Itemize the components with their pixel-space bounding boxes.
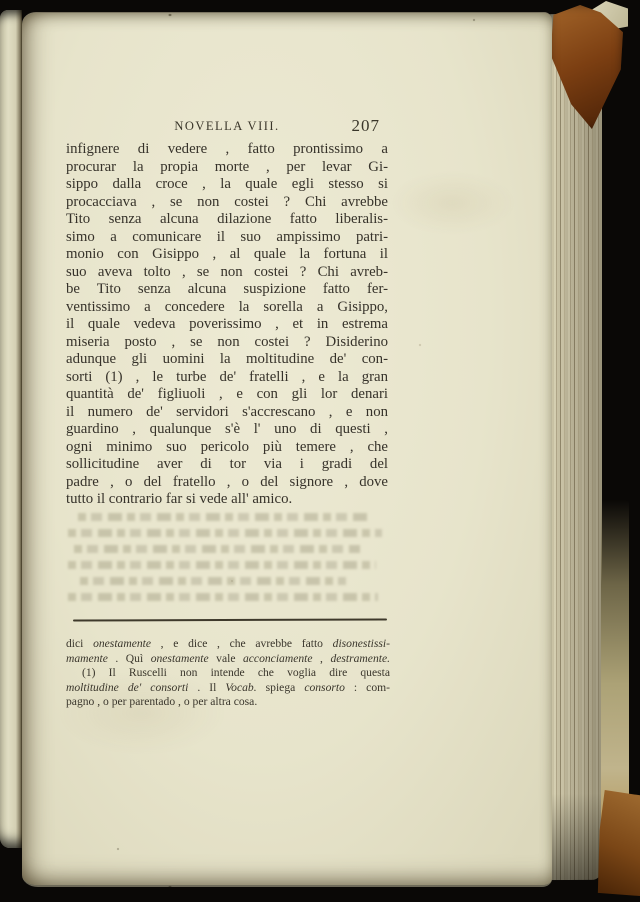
footnote-segment: . Quì xyxy=(107,651,151,665)
footnote-segment: , e dice , che avrebbe fatto xyxy=(151,637,333,650)
footnote-italic-segment: onestamente xyxy=(93,637,152,650)
book-page xyxy=(22,12,552,887)
footnote-line xyxy=(66,681,390,696)
footnote-italic-segment: consorto xyxy=(304,680,345,694)
footnote-separator xyxy=(73,618,387,621)
footnote-segment: (1) Il Ruscelli non intende che voglia dire questa xyxy=(82,666,390,680)
text-line: il quale vedeva poverissimo , et in estrema xyxy=(66,316,388,332)
footnote-italic-segment: mamente xyxy=(66,651,108,665)
footnote-italic-segment: disonestissi- xyxy=(332,637,390,650)
text-line: suo aveva tolto , se non costei ? Chi avreb- xyxy=(66,263,388,280)
show-through-ghost-lines xyxy=(68,513,386,609)
main-text xyxy=(66,141,388,509)
running-title: NOVELLA VIII. xyxy=(174,119,280,133)
ghost-line xyxy=(78,513,372,521)
ghost-line xyxy=(74,545,360,553)
footnote-line xyxy=(66,695,390,710)
footnote-line xyxy=(66,666,390,681)
text-line: procacciava , se non costei ? Chi avrebbe xyxy=(66,193,388,210)
text-line: tutto il contrario far si vede all' amico. xyxy=(66,491,293,507)
footnote-segment: . Il xyxy=(188,680,226,694)
ghost-line xyxy=(68,529,382,537)
footnote-line xyxy=(66,652,390,667)
text-line: adunque gli uomini la moltitudine de' con- xyxy=(66,351,388,367)
leather-cover-bottom xyxy=(597,790,640,896)
page-header xyxy=(66,116,388,139)
footnote-segment: dici xyxy=(66,637,94,650)
footnote-italic-segment: onestamente xyxy=(150,651,209,665)
text-line: infignere di vedere , fatto prontissimo a xyxy=(66,141,388,157)
text-line: sollicitudine aver di tor via i gradi del xyxy=(66,456,388,472)
text-line: simo a comunicare il suo ampissimo patri- xyxy=(66,228,388,245)
text-line: be Tito senza alcuna suspizione fatto fer- xyxy=(66,281,388,297)
text-line: sippo dalla croce , la quale egli stesso si xyxy=(66,176,388,192)
footnote-segment: , xyxy=(312,651,331,665)
footnote-italic-segment: Vocab. xyxy=(225,680,257,694)
footnotes xyxy=(66,637,390,710)
text-line: miseria posto , se non costei ? Disiderino xyxy=(66,333,388,350)
text-line: ventissimo a concedere la sorella a Gisippo, xyxy=(66,298,388,315)
text-line: padre , o del fratello , o del signore , dove xyxy=(66,473,388,490)
facing-page-edge xyxy=(0,10,22,848)
text-line: Tito senza alcuna dilazione fatto liberalis- xyxy=(66,211,388,227)
text-line: sorti (1) , le turbe de' fratelli , e la gran xyxy=(66,368,388,385)
text-line: guardino , qualunque s'è l' uno di questi , xyxy=(66,421,388,437)
text-line: quantità de' figliuoli , e con gli lor denari xyxy=(66,386,388,402)
ghost-line xyxy=(68,593,378,601)
footnote-segment: spiega xyxy=(256,680,305,694)
text-line: procurar la propia morte , per levar Gi- xyxy=(66,158,388,175)
footnote-italic-segment: acconciamente xyxy=(242,651,313,665)
footnote-italic-segment: destramente. xyxy=(330,651,391,665)
footnote-line xyxy=(66,637,390,652)
page-number: 207 xyxy=(351,116,380,135)
footnote-segment: vale xyxy=(208,651,243,665)
text-line: monio con Gisippo , al quale la fortuna il xyxy=(66,246,388,262)
text-line: il numero de' servidori s'accrescano , e non xyxy=(66,403,388,420)
ghost-line xyxy=(80,577,346,585)
text-line: ogni minimo suo pericolo più temere , che xyxy=(66,438,388,455)
footnote-segment: pagno , o per parentado , o per altra cosa. xyxy=(66,695,258,709)
footnote-italic-segment: moltitudine de' consorti xyxy=(66,680,189,694)
ghost-line xyxy=(68,561,376,569)
footnote-segment: : com- xyxy=(344,680,390,694)
